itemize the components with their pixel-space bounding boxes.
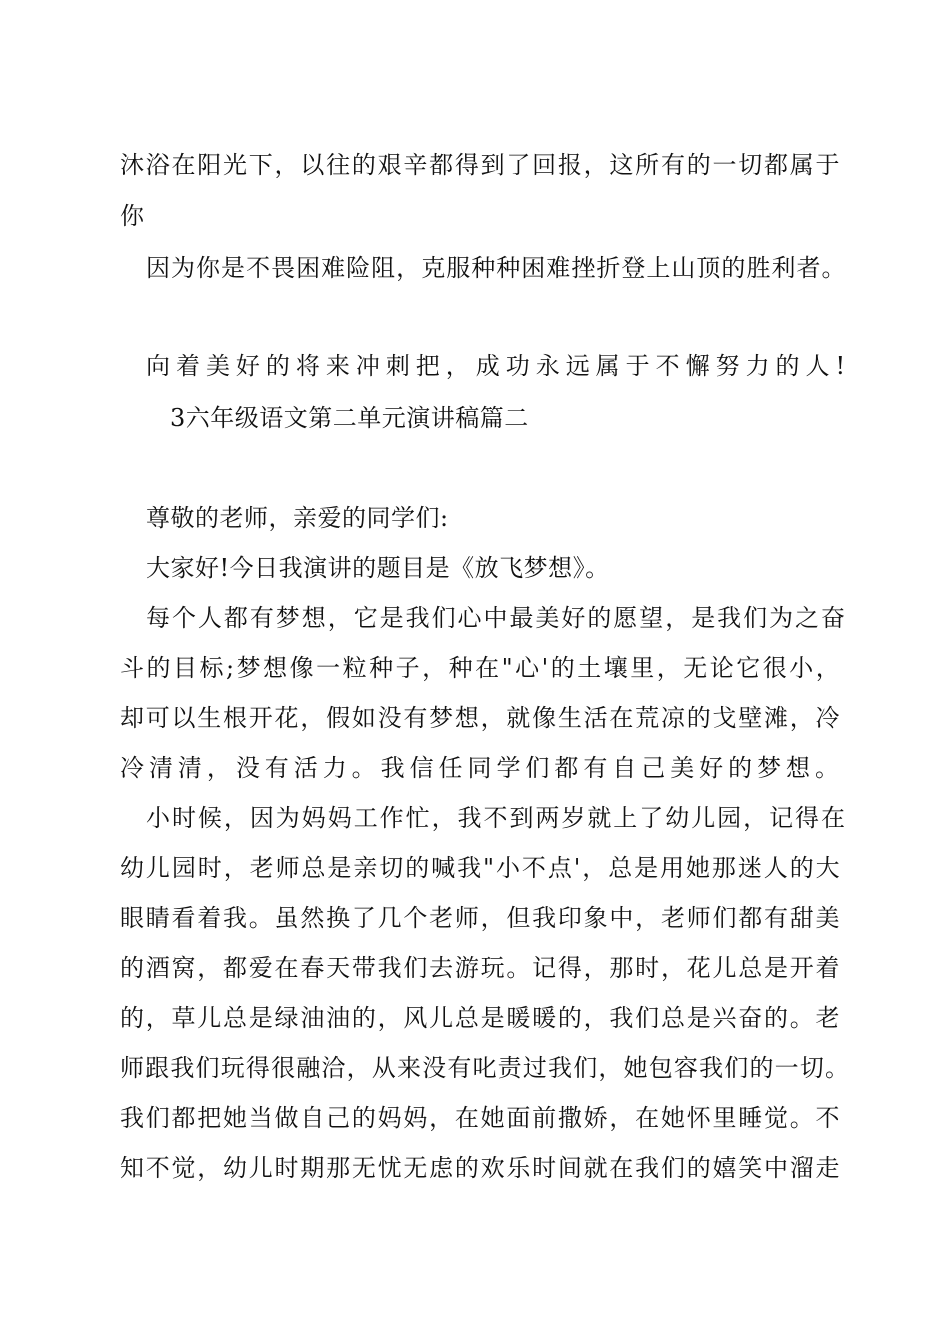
text-line: 冷清清，没有活力。我信任同学们都有自己美好的梦想。: [120, 754, 844, 782]
text-line: 向着美好的将来冲刺把，成功永远属于不懈努力的人!: [146, 352, 852, 380]
text-line: 知不觉，幼儿时期那无忧无虑的欢乐时间就在我们的嬉笑中溜走: [120, 1154, 842, 1182]
text-line: 的，草儿总是绿油油的，风儿总是暖暖的，我们总是兴奋的。老: [120, 1004, 842, 1032]
text-line: 沐浴在阳光下，以往的艰辛都得到了回报，这所有的一切都属于: [120, 151, 842, 179]
text-line: 因为你是不畏困难险阻，克服种种困难挫折登上山顶的胜利者。: [146, 254, 847, 282]
text-line: 斗的目标;梦想像一粒种子，种在"心'的土壤里，无论它很小，: [120, 654, 843, 682]
text-line: 却可以生根开花，假如没有梦想，就像生活在荒凉的戈壁滩，冷: [120, 704, 842, 732]
text-line: 我们都把她当做自己的妈妈，在她面前撒娇，在她怀里睡觉。不: [120, 1104, 842, 1132]
text-line: 幼儿园时，老师总是亲切的喊我"小不点'，总是用她那迷人的大: [120, 854, 842, 882]
text-line: 师跟我们玩得很融洽，从来没有叱责过我们，她包容我们的一切。: [120, 1054, 851, 1082]
text-line: 眼睛看着我。虽然换了几个老师，但我印象中，老师们都有甜美: [120, 904, 842, 932]
text-line: 尊敬的老师，亲爱的同学们:: [146, 504, 449, 532]
text-line: 大家好!今日我演讲的题目是《放飞梦想》。: [146, 554, 610, 582]
text-line: 小时候，因为妈妈工作忙，我不到两岁就上了幼儿园，记得在: [146, 804, 847, 832]
text-line: 的酒窝，都爱在春天带我们去游玩。记得，那时，花儿总是开着: [120, 954, 842, 982]
text-line: 每个人都有梦想，它是我们心中最美好的愿望，是我们为之奋: [146, 604, 847, 632]
section-heading: 3六年级语文第二单元演讲稿篇二: [170, 404, 529, 432]
text-line: 你: [120, 202, 145, 230]
